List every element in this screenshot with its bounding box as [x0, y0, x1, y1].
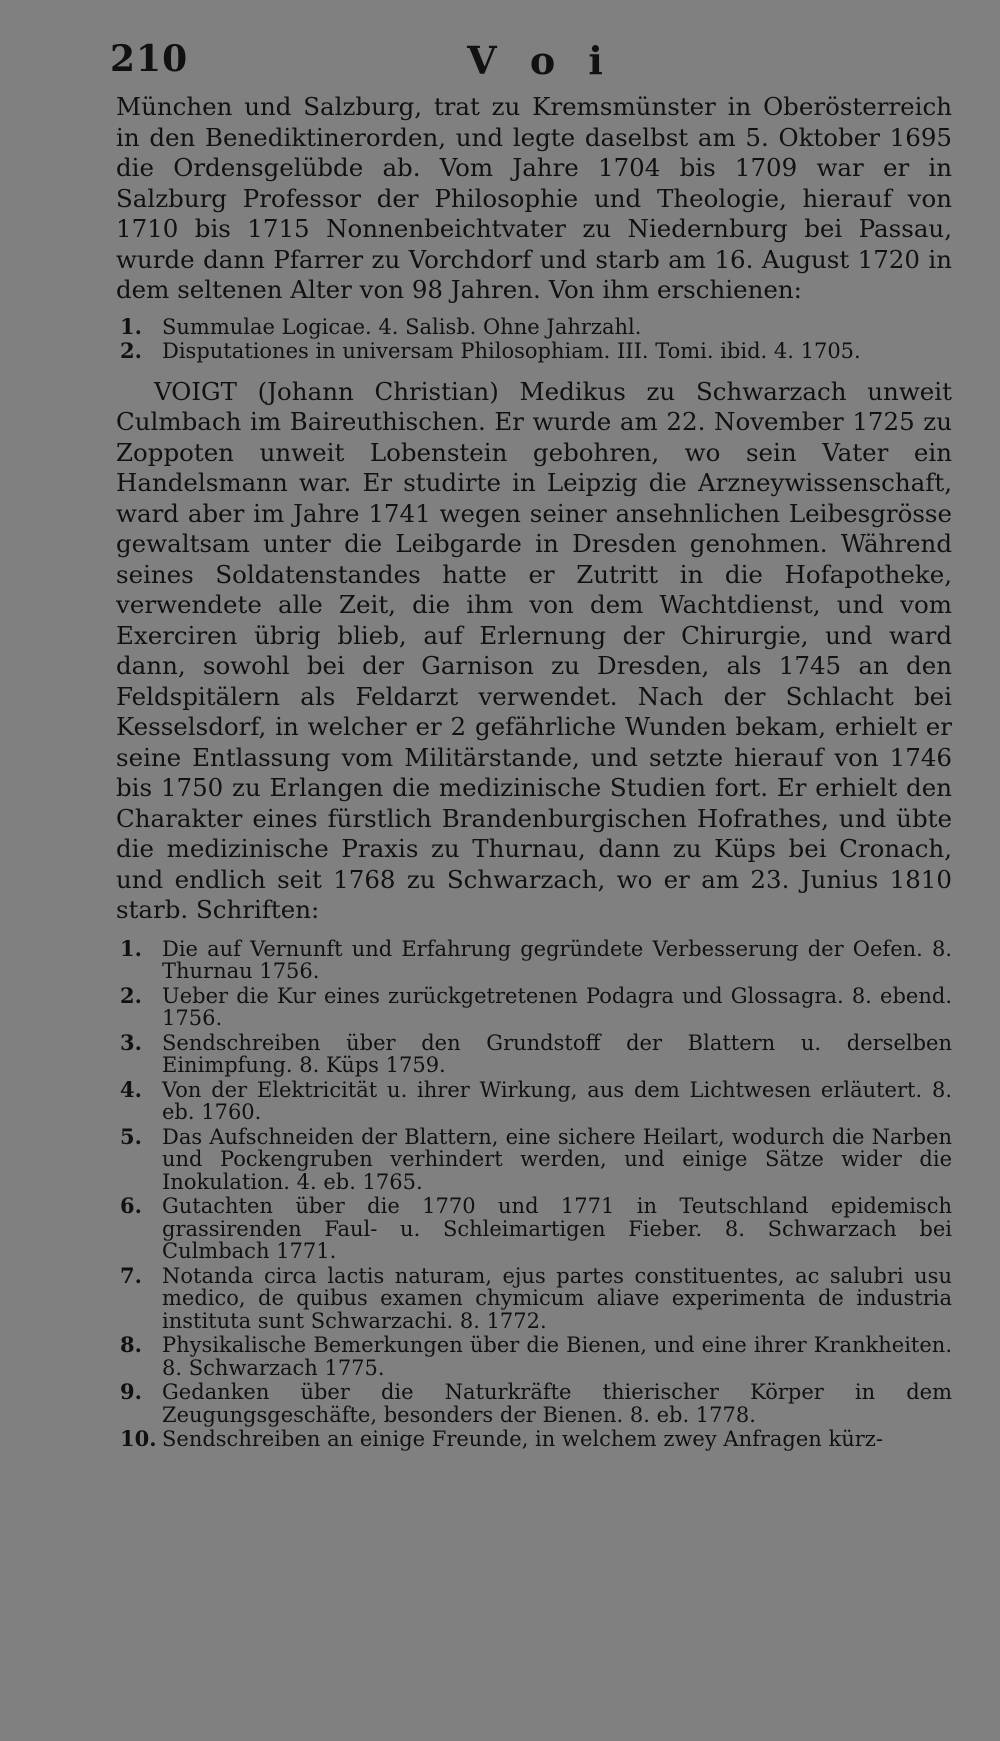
paragraph-entry-continuation: München und Salzburg, trat zu Kremsmünster in Oberösterreich in den Benediktinerorden, und legte daselbst am 5. Oktober 1695 die Ordensgelübde ab. Vom Jahre 1704 bis 1709 war er in Salzburg Professor der Philosophie und Theologie, hierauf von 1710 bis 1715 Nonnenbeichtvater zu Niedernburg bei Passau, wurde dann Pfarrer zu Vorchdorf und starb am 16. August 1720 in dem seltenen Alter von 98 Jahren. Von ihm erschienen:	[116, 92, 952, 304]
paragraph-voigt-entry: VOIGT (Johann Christian) Medikus zu Schwarzach unweit Culmbach im Baireuthischen. Er wurde am 22. November 1725 zu Zoppoten unweit Lobenstein gebohren, wo sein Vater ein Handelsmann war. Er studirte in Leipzig die Arzneywissenschaft, ward aber im Jahre 1741 wegen seiner ansehnlichen Leibesgrösse gewaltsam unter die Leibgarde in Dresden genohmen. Während seines Soldatenstandes hatte er Zutritt in die Hofapotheke, verwendete alle Zeit, die ihm von dem Wachtdienst, und vom Exerciren übrig blieb, auf Erlernung der Chirurgie, und ward dann, sowohl bei der Garnison zu Dresden, als 1745 an den Feldspitälern als Feldarzt verwendet. Nach der Schlacht bei Kesselsdorf, in welcher er 2 gefährliche Wunden bekam, erhielt er seine Entlassung vom Militärstande, und setzte hierauf von 1746 bis 1750 zu Erlangen die medizinische Studien fort. Er erhielt den Charakter eines fürstlich Brandenburgischen Hofrathes, und übte die medizinische Praxis zu Thurnau, dann zu Küps bei Cronach, und endlich seit 1768 zu Schwarzach, wo er am 23. Junius 1810 starb. Schriften:	[116, 376, 952, 924]
item-number: 8.	[120, 1332, 142, 1357]
list-item	[116, 982, 952, 1030]
item-text: Gedanken über die Naturkräfte thierischer Körper in dem Zeugungsgeschäfte, besonders der Bienen. 8. eb. 1778.	[162, 1380, 952, 1427]
page-number: 210	[110, 38, 189, 80]
item-text: Sendschreiben über den Grundstoff der Blattern u. derselben Einimpfung. 8. Küps 1759.	[162, 1030, 952, 1077]
item-text: Sendschreiben an einige Freunde, in welchem zwey Anfragen kürz-	[162, 1427, 883, 1451]
item-number: 5.	[120, 1123, 142, 1149]
item-text: Notanda circa lactis naturam, ejus partes constituentes, ac salubri usu medico, de quibus examen chymicum aliave experimenta de industria instituta sunt Schwarzachi. 8. 1772.	[162, 1263, 952, 1333]
page-header	[110, 38, 970, 88]
item-number: 7.	[120, 1262, 142, 1288]
item-number: 2.	[120, 982, 142, 1008]
item-number: 9.	[120, 1379, 142, 1404]
list-item	[116, 313, 952, 339]
list-item	[116, 1334, 952, 1379]
item-text: Physikalische Bemerkungen über die Bienen, und eine ihrer Krankheiten. 8. Schwarzach 1775.	[162, 1333, 952, 1380]
list-item	[116, 1262, 952, 1333]
item-text: Disputationes in universam Philosophiam. III. Tomi. ibid. 4. 1705.	[162, 339, 861, 363]
list-item	[116, 935, 952, 983]
list-item	[116, 1381, 952, 1426]
item-text: Das Aufschneiden der Blattern, eine sichere Heilart, wodurch die Narben und Pockengruben verhindert werden, und einige Sätze wider die Inokulation. 4. eb. 1765.	[162, 1124, 952, 1194]
item-text: Ueber die Kur eines zurückgetretenen Podagra und Glossagra. 8. ebend. 1756.	[162, 983, 952, 1030]
item-text: Gutachten über die 1770 und 1771 in Teutschland epidemisch grassirenden Faul- u. Schleimartigen Fieber. 8. Schwarzach bei Culmbach 1771.	[162, 1194, 952, 1263]
list-item	[116, 1029, 952, 1077]
item-number: 1.	[120, 313, 142, 339]
list-item	[116, 1076, 952, 1124]
list-item	[116, 1123, 952, 1194]
item-number: 6.	[120, 1193, 142, 1218]
item-number: 3.	[120, 1029, 142, 1055]
item-number: 4.	[120, 1076, 142, 1102]
item-text: Die auf Vernunft und Erfahrung gegründete Verbesserung der Oefen. 8. Thurnau 1756.	[162, 936, 952, 983]
page-body	[116, 92, 952, 1465]
works-list-voigt	[116, 935, 952, 1451]
item-text: Von der Elektricität u. ihrer Wirkung, aus dem Lichtwesen erläutert. 8. eb. 1760.	[162, 1077, 952, 1124]
works-list-first	[116, 313, 952, 363]
list-item	[116, 340, 952, 363]
running-head: V o i	[467, 38, 613, 83]
item-text: Summulae Logicae. 4. Salisb. Ohne Jahrzahl.	[162, 314, 642, 339]
item-number: 2.	[120, 338, 142, 363]
item-number: 1.	[120, 935, 142, 961]
list-item	[116, 1428, 952, 1451]
item-number: 10.	[120, 1426, 157, 1451]
list-item	[116, 1195, 952, 1263]
